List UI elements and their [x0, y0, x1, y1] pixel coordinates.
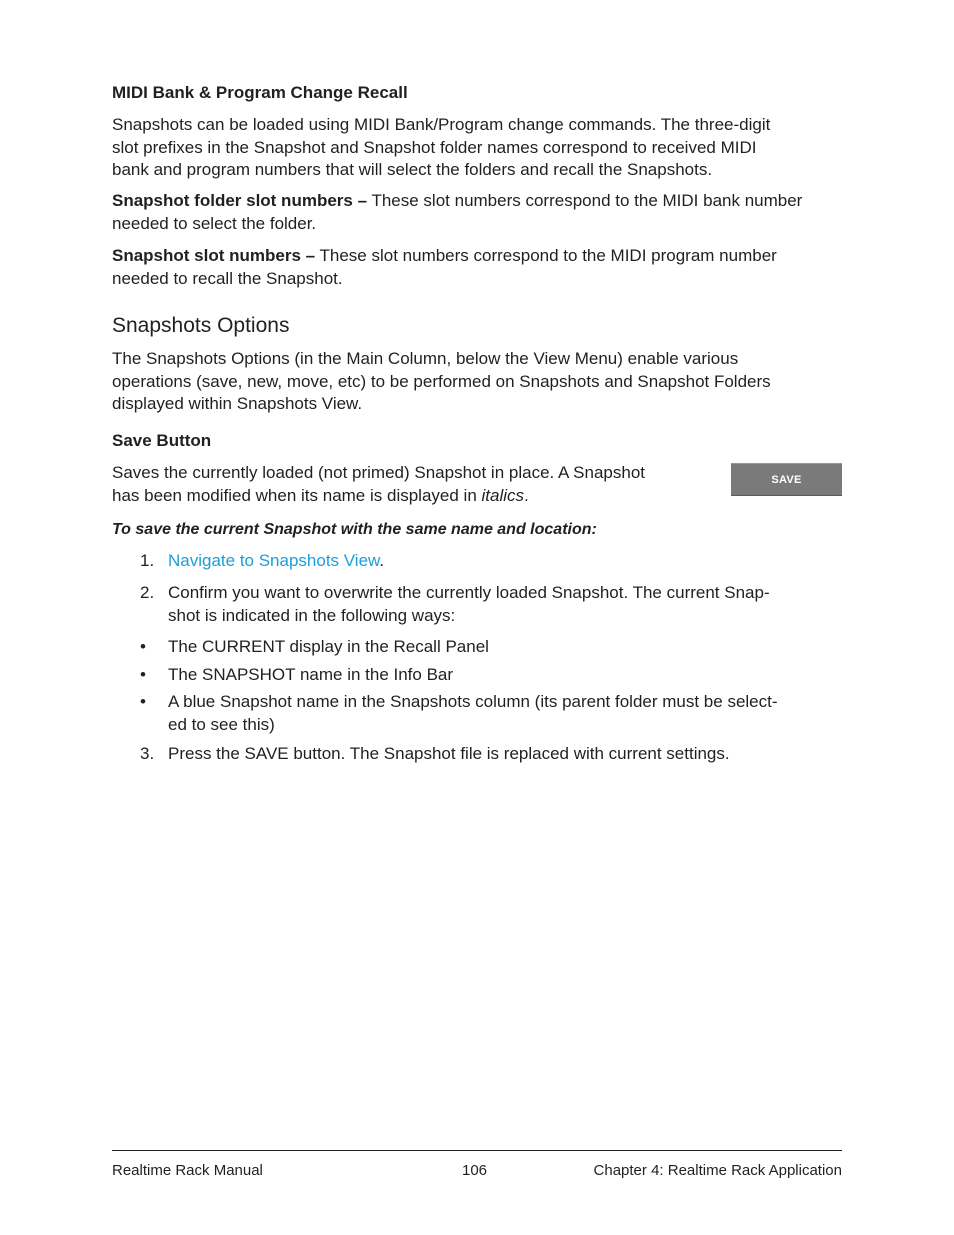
bullet-text: The SNAPSHOT name in the Info Bar — [168, 665, 454, 684]
step-3-text: Press the SAVE button. The Snapshot file is replaced with current settings. — [168, 744, 730, 763]
midi-intro-line: slot prefixes in the Snapshot and Snapshot folder names correspond to received MIDI — [112, 137, 757, 157]
save-desc-line2: has been modified when its name is displayed in — [112, 485, 482, 505]
procedure-title: To save the current Snapshot with the same name and location: — [112, 521, 597, 538]
options-intro-line: The Snapshots Options (in the Main Column, below the View Menu) enable various — [112, 349, 739, 368]
footer-page-number: 106 — [462, 1162, 488, 1179]
snapshot-slot-desc-line2: needed to recall the Snapshot. — [112, 268, 343, 288]
snapshot-slot-paragraph — [112, 245, 777, 290]
save-desc-period: . — [524, 485, 529, 505]
save-paragraph — [112, 462, 645, 507]
save-button-heading: Save Button — [112, 431, 212, 450]
step-number: 3. — [140, 744, 155, 763]
footer-chapter-title: Chapter 4: Realtime Rack Application — [593, 1162, 842, 1179]
section-heading-midi-recall: MIDI Bank & Program Change Recall — [112, 83, 408, 102]
bullet-text-line2: ed to see this) — [168, 714, 275, 734]
footer-divider — [112, 1150, 842, 1151]
navigate-to-snapshots-view-link[interactable]: Navigate to Snapshots View — [168, 551, 380, 570]
section-heading-snapshots-options: Snapshots Options — [112, 314, 290, 337]
step-1-period: . — [379, 551, 385, 570]
save-desc-line1: Saves the currently loaded (not primed) Snapshot in place. A Snapshot — [112, 463, 645, 482]
step-2-line2: shot is indicated in the following ways: — [168, 605, 456, 625]
step-number: 2. — [140, 583, 155, 602]
bullet-text-line1: A blue Snapshot name in the Snapshots column (its parent folder must be select- — [168, 692, 778, 711]
step-2-line1: Confirm you want to overwrite the currently loaded Snapshot. The current Snap- — [168, 583, 770, 602]
options-intro-paragraph — [112, 348, 771, 416]
bullet-icon: • — [140, 665, 146, 684]
midi-intro-paragraph — [112, 114, 770, 182]
folder-slot-desc: These slot numbers correspond to the MIDI bank number — [367, 191, 803, 210]
bullet-text: The CURRENT display in the Recall Panel — [168, 637, 489, 656]
midi-intro-line: Snapshots can be loaded using MIDI Bank/Program change commands. The three-digit — [112, 115, 771, 134]
bullet-icon: • — [140, 637, 146, 656]
footer-manual-title: Realtime Rack Manual — [112, 1162, 263, 1179]
snapshot-slot-desc: These slot numbers correspond to the MIDI program number — [315, 246, 777, 265]
step-number: 1. — [140, 551, 155, 570]
folder-slot-term: Snapshot folder slot numbers – — [112, 191, 368, 210]
options-intro-line: operations (save, new, move, etc) to be performed on Snapshots and Snapshot Folders — [112, 371, 771, 391]
midi-intro-line: bank and program numbers that will select the folders and recall the Snapshots. — [112, 160, 713, 179]
options-intro-line: displayed within Snapshots View. — [112, 394, 363, 413]
snapshot-slot-term: Snapshot slot numbers – — [112, 246, 316, 265]
folder-slot-desc-line2: needed to select the folder. — [112, 213, 317, 233]
bullet-icon: • — [140, 692, 146, 711]
save-button-illustration: SAVE — [731, 463, 842, 496]
folder-slot-paragraph — [112, 190, 802, 235]
italics-example: italics — [481, 485, 525, 505]
